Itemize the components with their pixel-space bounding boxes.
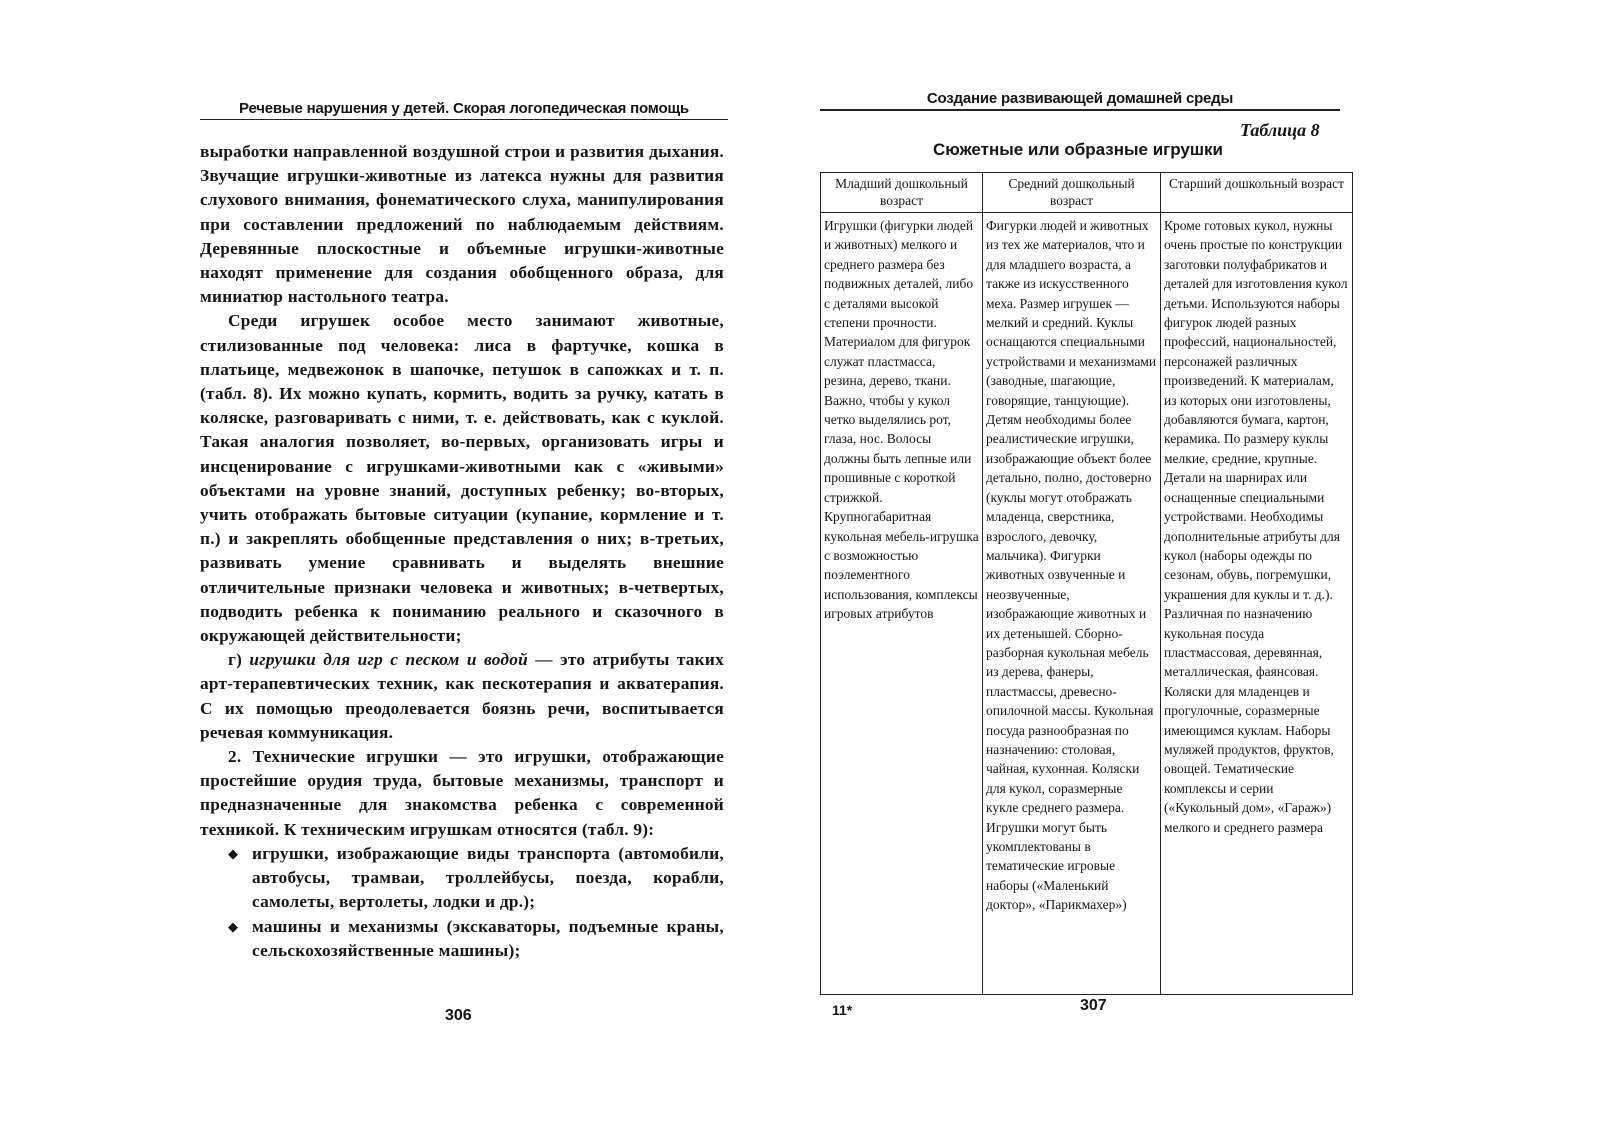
list-item [228,842,724,915]
column-header-junior: Младший дошкольный возраст [821,173,983,213]
body-text [200,140,724,963]
running-head-left: Речевые нарушения у детей. Скорая логопедическая помощь [200,100,728,120]
emphasis-term: игрушки для игр с песком и водой [249,650,529,670]
list-item [228,915,724,963]
list-item-text: игрушки, изображающие виды транспорта (автомобили, автобусы, трамваи, троллейбусы, поезда, корабли, самолеты, вертолеты, лодки и др.); [252,843,724,912]
table-number: Таблица 8 [1240,120,1320,140]
page-number-left: 306 [445,1007,472,1024]
column-header-middle: Средний дошкольный возраст [983,173,1161,213]
paragraph-sand-water-toys [200,648,724,745]
page-number-right: 307 [1080,997,1107,1014]
bullet-list [200,842,724,963]
column-header-senior: Старший дошкольный возраст [1161,173,1353,213]
list-item-text: машины и механизмы (экскаваторы, подъемные краны, сельскохозяйственные машины); [252,916,724,960]
table-row [821,213,1353,995]
table-title: Сюжетные или образные игрушки [933,140,1223,159]
table-cell-senior: Кроме готовых кукол, нужны очень простые по конструкции заготовки полуфабрикатов и деталей для изготовления кукол детьми. Используются наборы фигурок людей разных профессий, национальностей, персонажей различных произведений. К материалам, из которых они изготовлены, добавляются бумага, картон, керамика. По размеру куклы мелкие, средние, крупные. Детали на шарнирах или оснащенные специальными устройствами. Необходимы дополнительные атрибуты для кукол (наборы одежды по сезонам, обувь, погремушки, украшения для куклы и т. д.). Различная по назначению кукольная посуда пластмассовая, деревянная, металлическая, фаянсовая. Коляски для младенцев и прогулочные, соразмерные имеющимся куклам. Наборы муляжей продуктов, фруктов, овощей. Тематические комплексы и серии («Кукольный дом», «Гараж») мелкого и среднего размера [1161,213,1353,995]
bold-term: Технические игрушки [252,747,439,767]
list-marker: г) [228,650,250,670]
table-cell-middle: Фигурки людей и животных из тех же материалов, что и для младшего возраста, а также из искусственного меха. Размер игрушек — мелкий и средний. Куклы оснащаются специальными устройствами и механизмами (заводные, шагающие, говорящие, танцующие). Детям необходимы более реалистические игрушки, изображающие объект более детально, полно, достоверно (куклы могут отображать младенца, сверстника, взрослого, девочку, мальчика). Фигурки животных озвученные и неозвученные, изображающие животных и их детенышей. Сборно-разборная кукольная мебель из дерева, фанеры, пластмассы, древесно-опилочной массы. Кукольная посуда разнообразная по назначению: столовая, чайная, кухонная. Коляски для кукол, соразмерные кукле среднего размера. Игрушки могут быть укомплектованы в тематические игровые наборы («Маленький доктор», «Парикмахер») [983,213,1161,995]
paragraph-rest: — это атрибуты таких арт-терапевтических техник, как пескотерапия и акватерапия. С их помощью преодолевается боязнь речи, воспитывается речевая коммуникация. [200,650,724,742]
table-cell-junior: Игрушки (фигурки людей и животных) мелкого и среднего размера без подвижных деталей, либо с деталями высокой степени прочности. Материалом для фигурок служат пластмасса, резина, дерево, ткани. Важно, чтобы у кукол четко выделялись рот, глаза, нос. Волосы должны быть лепные или прошивные с короткой стрижкой. Крупногабаритная кукольная мебель-игрушка с возможностью поэлементного использования, комплексы игровых атрибутов [821,213,983,995]
table-header-row [821,173,1353,213]
paragraph-rest: — это игрушки, отображающие простейшие орудия труда, бытовые механизмы, транспорт и предназначенные для знакомства ребенка с современной техникой. К техническим игрушкам относятся (табл. 9): [200,747,724,839]
left-page [0,0,800,1132]
running-head-right: Создание развивающей домашней среды [820,90,1340,111]
paragraph-technical-toys [200,745,724,842]
diamond-bullet-icon: ◆ [228,918,239,934]
list-number: 2. [228,747,253,767]
paragraph-stylized-animals: Среди игрушек особое место занимают животные, стилизованные под человека: лиса в фартучке, кошка в платьице, медвежонок в шапочке, петушок в сапожках и т. п. (табл. 8). Их можно купать, кормить, водить за ручку, катать в коляске, разговаривать с ними, т. е. действовать, как с куклой. Такая аналогия позволяет, во-первых, организовать игры и инсценирование с игрушками-животными как с «живыми» объектами на уровне знаний, доступных ребенку; во-вторых, учить отображать бытовые ситуации (купание, кормление и т. п.) и закреплять обобщенные представления о них; в-третьих, развивать умение сравнивать и выделять внешние отличительные признаки человека и животных; в-четвертых, подводить ребенка к пониманию реального и сказочного в окружающей действительности; [200,311,724,646]
diamond-bullet-icon: ◆ [228,845,239,861]
signature-mark: 11* [832,1002,853,1018]
right-page [800,0,1601,1132]
toys-table [820,172,1353,995]
paragraph-breathing: выработки направленной воздушной строи и развития дыхания. Звучащие игрушки-животные из латекса нужны для развития слухового внимания, фонематического слуха, манипулирования при составлении предложений по наблюдаемым действиям. Деревянные плоскостные и объемные игрушки-животные находят применение для создания обобщенного образа, для миниатюр настольного театра. [200,142,724,307]
